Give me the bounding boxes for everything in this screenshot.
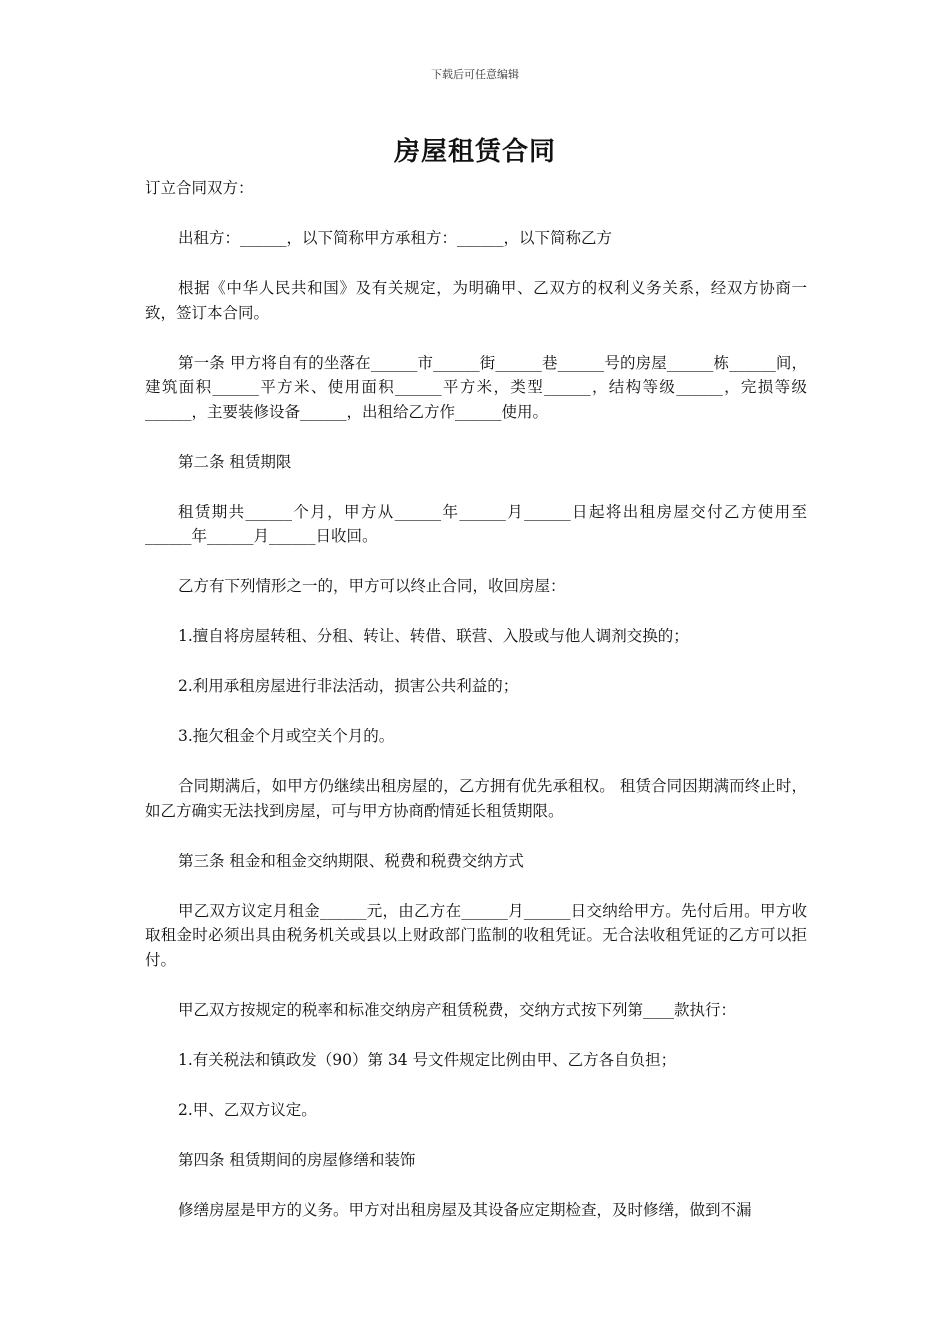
paragraph: 2.利用承租房屋进行非法活动，损害公共利益的；: [178, 677, 519, 695]
header-note: 下载后可任意编辑: [431, 68, 519, 81]
paragraph: 租赁期共______个月，甲方从______年______月______日起将出租房屋交付乙方使用至______年______月______日收回。: [145, 502, 807, 545]
paragraph: 乙方有下列情形之一的，甲方可以终止合同，收回房屋：: [178, 577, 566, 595]
paragraph: 3.拖欠租金个月或空关个月的。: [178, 727, 395, 745]
paragraph: 1.擅自将房屋转租、分租、转让、转借、联营、入股或与他人调剂交换的；: [178, 627, 689, 645]
document-title: 房屋租赁合同: [393, 137, 556, 167]
paragraph: 第四条 租赁期间的房屋修缮和装饰: [178, 1150, 416, 1169]
paragraph: 第二条 租赁期限: [178, 452, 292, 471]
paragraph: 1.有关税法和镇政发（90）第 34 号文件规定比例由甲、乙方各自负担；: [178, 1050, 677, 1069]
paragraph: 第一条 甲方将自有的坐落在______市______街______巷______号的房屋______栋______间，建筑面积______平方米、使用面积______平方米，类型______，结构等级______，完损等级______，主要装修设备______，出租给乙方作______使用。: [145, 353, 807, 421]
paragraph: 合同期满后，如甲方仍继续出租房屋的，乙方拥有优先承租权。 租赁合同因期满而终止时，如乙方确实无法找到房屋，可与甲方协商酌情延长租赁期限。: [145, 777, 807, 820]
paragraph: 2.甲、乙双方议定。: [178, 1100, 317, 1119]
paragraph: 根据《中华人民共和国》及有关规定，为明确甲、乙双方的权利义务关系，经双方协商一致，签订本合同。: [145, 279, 807, 322]
paragraph: 甲乙双方按规定的税率和标准交纳房产租赁税费，交纳方式按下列第____款执行：: [178, 1000, 737, 1019]
paragraph: 修缮房屋是甲方的义务。甲方对出租房屋及其设备应定期检查，及时修缮，做到不漏: [178, 1200, 752, 1219]
paragraph: 第三条 租金和租金交纳期限、税费和税费交纳方式: [178, 851, 524, 870]
paragraph: 订立合同双方：: [145, 179, 254, 197]
document-body: [145, 176, 807, 1248]
paragraph: 出租方：______，以下简称甲方承租方：______，以下简称乙方: [178, 229, 613, 247]
paragraph: 甲乙双方议定月租金______元，由乙方在______月______日交纳给甲方。先付后用。甲方收取租金时必须出具由税务机关或县以上财政部门监制的收租凭证。无合法收租凭证的乙方可以拒付。: [145, 901, 807, 969]
